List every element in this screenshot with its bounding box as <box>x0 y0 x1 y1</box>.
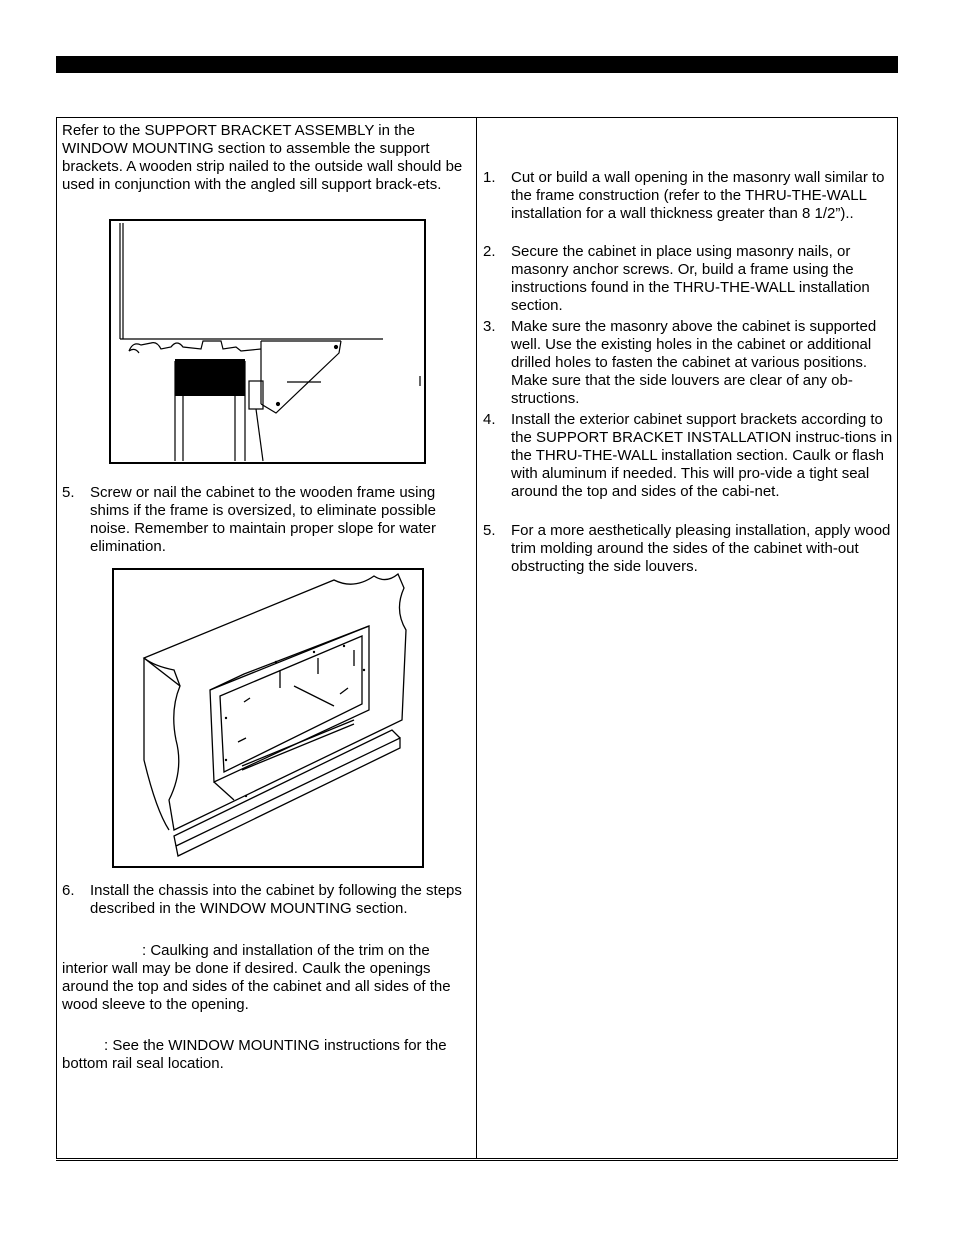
step-text: Secure the cabinet in place using masonry nails, or masonry anchor screws. Or, build a frame using the instructions found in the THRU-THE-WALL installation section. <box>511 243 870 314</box>
rail-seal-note <box>62 1037 470 1073</box>
step-number: 5. <box>483 522 496 539</box>
step-number: 6. <box>62 882 75 899</box>
step-number: 4. <box>483 411 496 428</box>
step-number: 1. <box>483 169 496 186</box>
column-divider <box>476 117 477 1159</box>
step-text: Make sure the masonry above the cabinet is supported well. Use the existing holes in the cabinet or additional drilled holes to fasten the cabinet at various positions. Make sure that the side louvers are clear of any ob-structions. <box>511 318 877 407</box>
step-number: 2. <box>483 243 496 260</box>
left-step-6 <box>62 882 472 920</box>
bottom-rule <box>56 1160 898 1161</box>
left-step-5 <box>62 484 472 558</box>
step-text: For a more aesthetically pleasing installation, apply wood trim molding around the sides of the cabinet with-out obstructing the side louvers. <box>511 522 891 575</box>
header-bar <box>56 56 898 73</box>
wood-strip <box>175 359 245 396</box>
caulking-note-text: : Caulking and installation of the trim on the interior wall may be done if desired. Caulk the openings around the top and sides of the cabinet and all sides of the wood sleeve to the opening. <box>62 942 451 1013</box>
step-number: 5. <box>62 484 75 501</box>
step-text: Cut or build a wall opening in the masonry wall similar to the frame construction (refer to the THRU-THE-WALL installation for a wall thickness greater than 8 1/2”).. <box>511 169 885 222</box>
right-step-1 <box>483 169 893 241</box>
right-step-4 <box>483 411 893 519</box>
left-column <box>62 122 470 194</box>
cabinet-frame-figure <box>112 568 424 868</box>
support-bracket-figure <box>109 219 426 464</box>
step-text: Install the exterior cabinet support brackets according to the SUPPORT BRACKET INSTALLATION instruc-tions in the THRU-THE-WALL installation section. Caulk or flash with aluminum if needed. This will pro-vide a tight seal around the top and sides of the cabi-net. <box>511 411 893 500</box>
right-step-5 <box>483 522 893 576</box>
step-text: Install the chassis into the cabinet by following the steps described in the WINDOW MOUNTING section. <box>90 882 462 917</box>
cabinet-in-wall-illustration <box>114 570 422 866</box>
support-bracket-illustration <box>111 221 424 462</box>
right-step-3 <box>483 318 893 408</box>
right-step-2 <box>483 243 893 315</box>
caulking-note <box>62 942 470 1014</box>
intro-paragraph: Refer to the SUPPORT BRACKET ASSEMBLY in the WINDOW MOUNTING section to assemble the support brackets. A wooden strip nailed to the outside wall should be used in conjunction with the angled sill support brack-ets. <box>62 122 463 193</box>
step-number: 3. <box>483 318 496 335</box>
step-text: Screw or nail the cabinet to the wooden frame using shims if the frame is oversized, to eliminate possible noise. Remember to maintain proper slope for water elimination. <box>90 484 436 555</box>
rail-seal-note-text: : See the WINDOW MOUNTING instructions for the bottom rail seal location. <box>62 1037 447 1072</box>
